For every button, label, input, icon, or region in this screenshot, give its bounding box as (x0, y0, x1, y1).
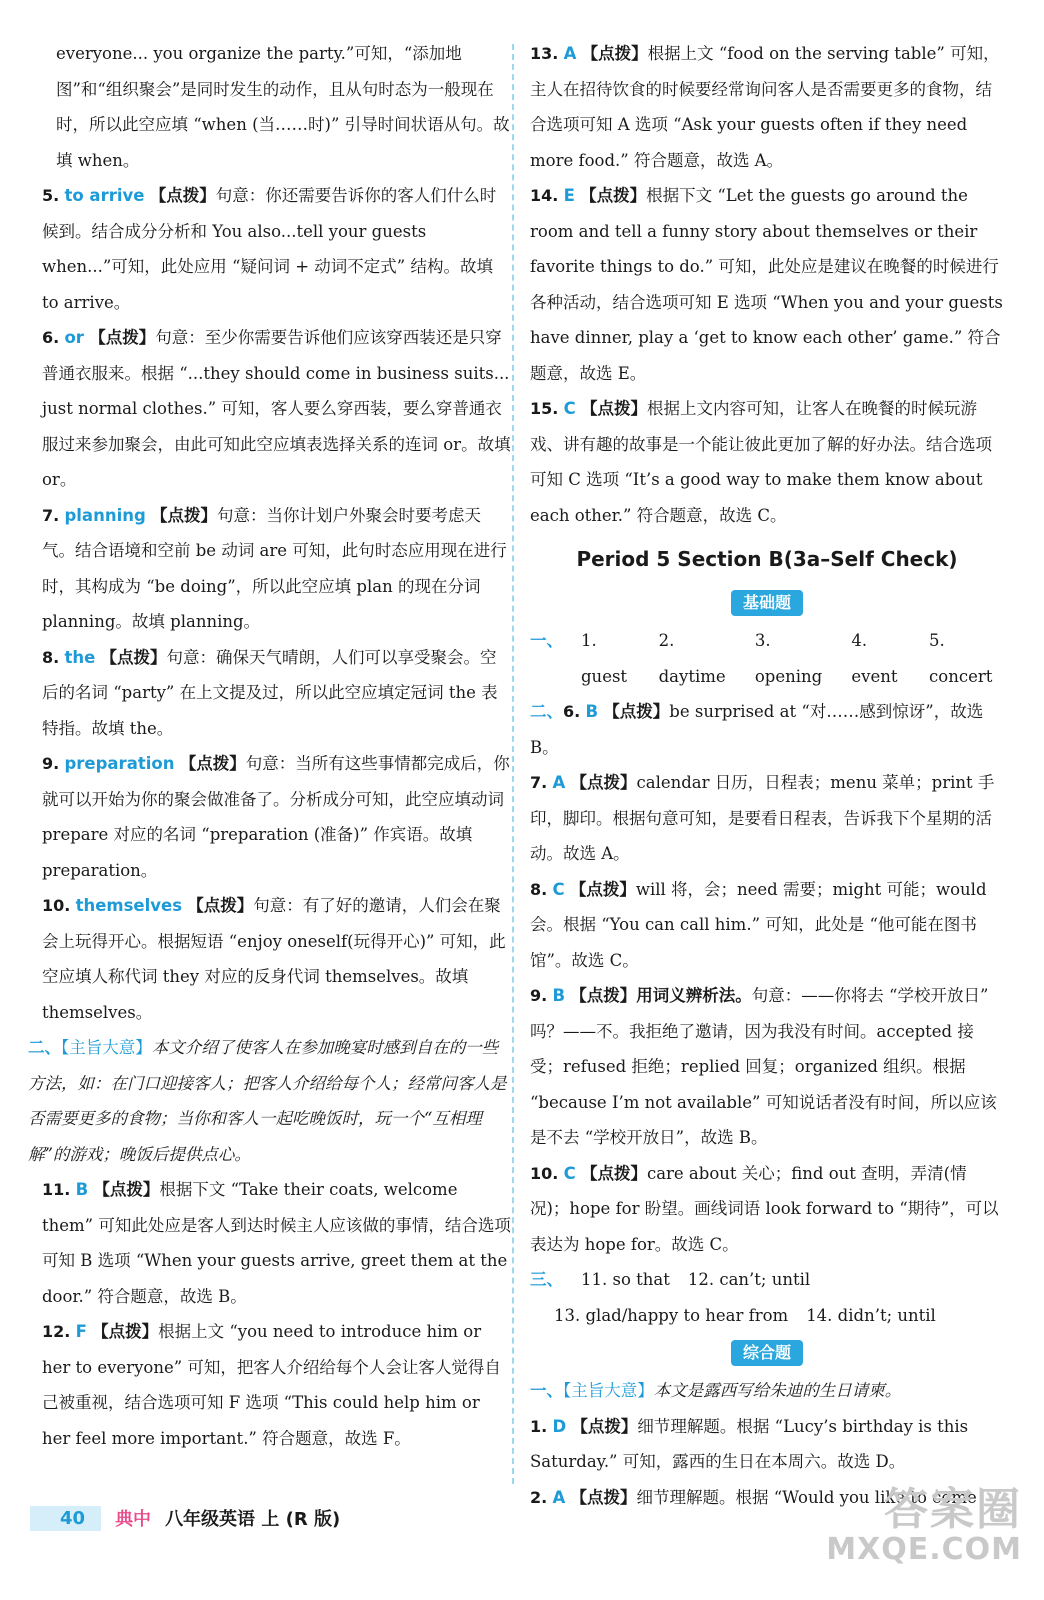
explanation: 根据下文 “Let the guests go around the room and tell a funny story about themselves or their favorite things to do.” 可知，此处应是建议在晚餐的时候进行各种活动，结合选项可知 E 选项 “When you and your guests have dinner, play a ‘get to know each other’ game.” 符合题意，故选 E。 (530, 186, 1003, 383)
hint-tag: 【点拨】 (179, 754, 246, 773)
explanation: 细节理解题。根据 “Lucy’s birthday is this Saturday.” 可知，露西的生日在本周六。故选 D。 (530, 1416, 969, 1471)
hint-tag: 【点拨】 (580, 186, 647, 205)
answer: or (64, 328, 84, 347)
explanation: be surprised at “对……感到惊讶”，故选 B。 (530, 702, 984, 757)
answer-item (42, 178, 512, 320)
method-text: 用词义辨析法。 (636, 986, 752, 1005)
explanation: 句意：当所有这些事情都完成后，你就可以开始为你的聚会做准备了。分析成分可知，此空应填动词 prepare 对应的名词 “preparation (准备)” 作宾语。故填 preparation。 (42, 754, 510, 880)
item-number: 6. (42, 328, 60, 347)
answer: C (563, 1163, 576, 1183)
answer-item (530, 178, 1004, 391)
period-title: Period 5 Section B(3a–Self Check) (576, 547, 958, 571)
answer: B (75, 1180, 89, 1199)
answer-item (42, 888, 512, 1030)
answer: B (585, 702, 599, 721)
answer: A (552, 773, 566, 792)
section-2-gist (28, 1030, 512, 1172)
item-number: 8. (42, 647, 60, 667)
hint-tag: 【点拨】 (149, 186, 216, 205)
fill-entry: 13. glad/happy to hear from (554, 1305, 789, 1325)
fill-row-1 (530, 1262, 1004, 1298)
answer-item (530, 36, 1004, 178)
vocab-entry: 1. guest (581, 631, 628, 686)
gist-text: 本文是露西写给朱迪的生日请柬。 (653, 1381, 902, 1400)
hint-tag: 【点拨】 (570, 773, 637, 792)
page-footer (30, 1500, 340, 1536)
item-number: 7. (530, 773, 548, 792)
explanation: care about 关心；find out 查明，弄清(情况)；hope for 盼望。画线词语 look forward to “期待”，可以表达为 hope for。故选 C。 (530, 1163, 999, 1254)
explanation: 细节理解题。根据 “Would you like to come (636, 1487, 977, 1507)
book-title: 八年级英语 上 (R 版) (165, 1509, 341, 1530)
item-number: 10. (42, 896, 71, 915)
answer-item (530, 872, 1004, 979)
section-label: 三、 (530, 1270, 563, 1289)
badge-basic: 基础题 (731, 590, 803, 616)
comp-gist (530, 1373, 1004, 1409)
watermark (826, 1486, 1022, 1566)
item-number: 12. (42, 1322, 71, 1341)
answer: B (552, 986, 566, 1005)
answer: F (75, 1322, 87, 1341)
gist-label: 【主旨大意】 (61, 1038, 152, 1057)
hint-tag: 【点拨】 (603, 702, 670, 721)
item-number: 6. (563, 702, 581, 721)
answer-item (42, 746, 512, 888)
explanation: 根据上文 “you need to introduce him or her to everyone” 可知，把客人介绍给每个人会让客人觉得自己被重视，结合选项可知 F 选项 “This could help him or her feel more important.” 符合题意，故选 F。 (42, 1322, 501, 1448)
vocab-entry: 5. concert (929, 631, 993, 686)
answer: planning (64, 505, 146, 525)
item-number: 10. (530, 1163, 559, 1183)
fill-entry: 14. didn’t; until (806, 1305, 936, 1325)
answer: to arrive (64, 186, 145, 205)
fill-row-2 (530, 1298, 1004, 1334)
answer-item (530, 1409, 1004, 1480)
explanation: 根据下文 “Take their coats, welcome them” 可知此处应是客人到达时候主人应该做的事情，结合选项可知 B 选项 “When your guests arrive, greet them at the door.” 符合题意，故选 B。 (42, 1180, 511, 1306)
intro-text: everyone... you organize the party.”可知，“添加地图”和“组织聚会”是同时发生的动作，且从句时态为一般现在时，所以此空应填 “when (当……时)” 引导时间状语从句。故填 when。 (56, 44, 510, 170)
item-number: 14. (530, 186, 559, 205)
item-number: 5. (42, 186, 60, 205)
item-number: 2. (530, 1487, 548, 1507)
fill-entry: 12. can’t; until (687, 1270, 811, 1289)
section-label: 二、 (28, 1038, 61, 1057)
item-number: 8. (530, 879, 548, 899)
item-number: 1. (530, 1416, 548, 1436)
column-divider (512, 44, 514, 1484)
answer: E (563, 186, 575, 205)
item-number: 7. (42, 505, 60, 525)
hint-tag: 【点拨】 (569, 879, 636, 899)
explanation: 句意：你还需要告诉你的客人们什么时候到。结合成分分析和 You also...tell your guests when...”可知，此处应用 “疑问词 + 动词不定式” 结构。故填 to arrive。 (42, 186, 497, 312)
hint-tag: 【点拨】 (187, 896, 254, 915)
brand-logo: 典中 (115, 1509, 152, 1530)
explanation: 根据上文内容可知，让客人在晚餐的时候玩游戏、讲有趣的故事是一个能让彼此更加了解的好办法。结合选项可知 C 选项 “It’s a good way to make them know about each other.” 符合题意，故选 C。 (530, 399, 992, 525)
answer-item (42, 1172, 512, 1314)
answer: D (552, 1416, 567, 1436)
answer: A (552, 1487, 566, 1507)
vocab-entry: 4. event (851, 631, 898, 686)
explanation: 句意：——你将去 “学校开放日” 吗？——不。我拒绝了邀请，因为我没有时间。accepted 接受；refused 拒绝；replied 回复；organized 组织。根据 “because I’m not available” 可知说话者没有时间，所以应该是不去 “学校开放日”，故选 B。 (530, 986, 997, 1147)
hint-tag: 【点拨】 (92, 1322, 159, 1341)
gist-text: 本文介绍了使客人在参加晚宴时感到自在的一些方法，如：在门口迎接客人；把客人介绍给每个人；经常问客人是否需要更多的食物；当你和客人一起吃晚饭时，玩一个“互相理解”的游戏；晚饭后提供点心。 (28, 1038, 507, 1164)
answer-item (42, 1314, 512, 1456)
answer-item (530, 694, 1004, 765)
fill-entry: 11. so that (581, 1270, 670, 1289)
hint-tag: 【点拨】 (100, 647, 167, 667)
item-number: 13. (530, 44, 559, 63)
section-label: 一、 (530, 631, 563, 650)
answer-item (42, 640, 512, 747)
answer: the (64, 647, 96, 667)
vocab-entry: 3. opening (754, 631, 823, 686)
answer-item (530, 1156, 1004, 1263)
vocab-row (530, 623, 1004, 694)
item-number: 9. (530, 986, 548, 1005)
answer-item (42, 320, 512, 498)
section-label: 一、 (530, 1381, 563, 1400)
explanation: 句意：当你计划户外聚会时要考虑天气。结合语境和空前 be 动词 are 可知，此句时态应用现在进行时，其构成为 “be doing”，所以此空应填 plan 的现在分词 planning。故填 planning。 (42, 505, 507, 631)
explanation: 根据上文 “food on the serving table” 可知，主人在招待饮食的时候要经常询问客人是否需要更多的食物，结合选项可知 A 选项 “Ask your guests often if they need more food.” 符合题意，故选 A。 (530, 44, 1000, 170)
explanation: 句意：确保天气晴朗，人们可以享受聚会。空后的名词 “party” 在上文提及过，所以此空应填定冠词 the 表特指。故填 the。 (42, 647, 498, 738)
hint-tag: 【点拨】 (581, 44, 648, 63)
badge-comprehensive: 综合题 (731, 1340, 803, 1366)
explanation: 句意：至少你需要告诉他们应该穿西装还是只穿普通衣服来。根据 “...they should come in business suits... just normal clothes.” 可知，客人要么穿西装，要么穿普通衣服过来参加聚会，由此可知此空应填表选择关系的连词 or。故填 or。 (42, 328, 511, 489)
answer-item (530, 765, 1004, 872)
explanation: calendar 日历，日程表；menu 菜单；print 手印，脚印。根据句意可知，是要看日程表，告诉我下个星期的活动。故选 A。 (530, 773, 995, 863)
answer: A (563, 44, 577, 63)
answer: C (563, 399, 576, 418)
hint-tag: 【点拨】 (89, 328, 156, 347)
answer: preparation (64, 754, 175, 773)
explanation: 句意：有了好的邀请，人们会在聚会上玩得开心。根据短语 “enjoy oneself(玩得开心)” 可知，此空应填人称代词 they 对应的反身代词 themselves。故填 themselves。 (42, 896, 506, 1022)
hint-tag: 【点拨】 (571, 1416, 638, 1436)
right-column (530, 36, 1004, 1515)
hint-tag: 【点拨】 (580, 399, 647, 418)
answer-item (530, 391, 1004, 533)
hint-tag: 【点拨】 (580, 1163, 647, 1183)
gist-label: 【主旨大意】 (563, 1381, 654, 1400)
explanation: will 将，会；need 需要；might 可能；would 会。根据 “You can call him.” 可知，此处是 “他可能在图书馆”。故选 C。 (530, 879, 987, 970)
hint-tag: 【点拨】 (570, 1487, 637, 1507)
answer: themselves (75, 896, 183, 915)
hint-tag: 【点拨】 (570, 986, 637, 1005)
watermark-top: 答案圈 (884, 1484, 1022, 1535)
answer-item (42, 498, 512, 640)
page-number: 40 (30, 1506, 101, 1531)
answer: C (552, 879, 565, 899)
watermark-bottom: MXQE.COM (826, 1532, 1022, 1567)
section-label: 二、 (530, 702, 563, 721)
answer-item (530, 978, 1004, 1156)
left-column (28, 36, 512, 1456)
item-number: 15. (530, 399, 559, 418)
hint-tag: 【点拨】 (151, 505, 218, 525)
intro-paragraph (42, 36, 512, 178)
item-number: 11. (42, 1180, 71, 1199)
hint-tag: 【点拨】 (93, 1180, 160, 1199)
item-number: 9. (42, 754, 60, 773)
vocab-entry: 2. daytime (658, 631, 726, 686)
